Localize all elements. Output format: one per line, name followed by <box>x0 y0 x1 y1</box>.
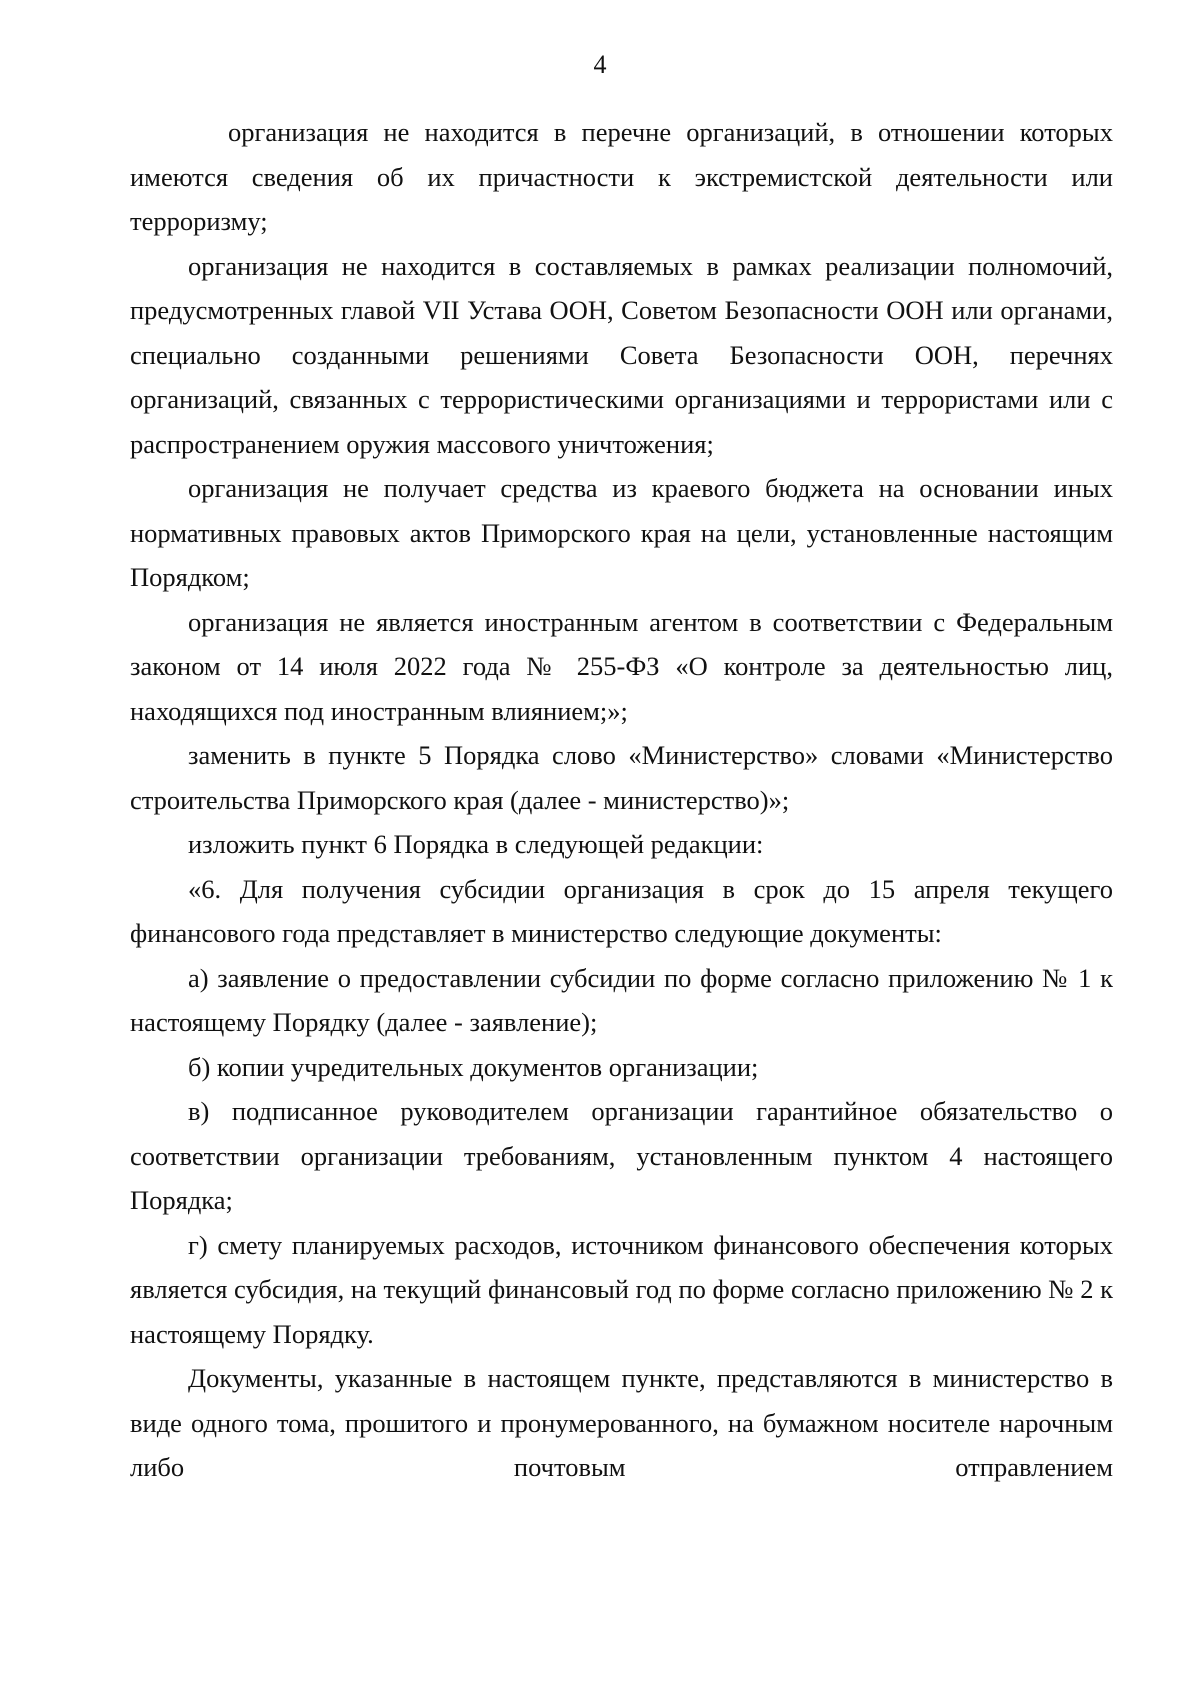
paragraph: в) подписанное руководителем организации гарантийное обязательство о соответствии организации требованиям, установленным пунктом 4 настоящего Порядка; <box>130 1096 1113 1215</box>
paragraph: а) заявление о предоставлении субсидии по форме согласно приложению № 1 к настоящему Порядку (далее - заявление); <box>130 962 1113 1037</box>
paragraph: организация не находится в составляемых в рамках реализации полномочий, предусмотренных главой VII Устава ООН, Советом Безопасности ООН или органами, специально созданными решениями Совета Безопасности ООН, перечнях организаций, связанных с террористическими организациями и террористами или с распространением оружия массового уничтожения; <box>130 250 1113 459</box>
page-number: 4 <box>593 50 607 79</box>
paragraph: изложить пункт 6 Порядка в следующей редакции: <box>188 829 764 859</box>
paragraph: заменить в пункте 5 Порядка слово «Министерство» словами «Министерство строительства Приморского края (далее - министерство)»; <box>130 740 1113 815</box>
paragraph: организация не получает средства из краевого бюджета на основании иных нормативных правовых актов Приморского края на цели, установленные настоящим Порядком; <box>130 473 1113 592</box>
paragraph: «6. Для получения субсидии организация в срок до 15 апреля текущего финансового года представляет в министерство следующие документы: <box>130 873 1113 948</box>
paragraph: организация не находится в перечне организаций, в отношении которых имеются сведения об их причастности к экстремистской деятельности или терроризму; <box>130 117 1113 236</box>
paragraph: г) смету планируемых расходов, источником финансового обеспечения которых является субсидия, на текущий финансовый год по форме согласно приложению № 2 к настоящему Порядку. <box>130 1229 1113 1349</box>
paragraph: б) копии учредительных документов организации; <box>188 1051 759 1082</box>
document-body <box>130 110 1113 1490</box>
paragraph: Документы, указанные в настоящем пункте, представляются в министерство в виде одного тома, прошитого и пронумерованного, на бумажном носителе нарочным либо почтовым отправлением <box>130 1363 1113 1482</box>
paragraph: организация не является иностранным агентом в соответствии с Федеральным законом от 14 июля 2022 года № 255-ФЗ «О контроле за деятельностью лиц, находящихся под иностранным влиянием;»; <box>130 606 1113 726</box>
